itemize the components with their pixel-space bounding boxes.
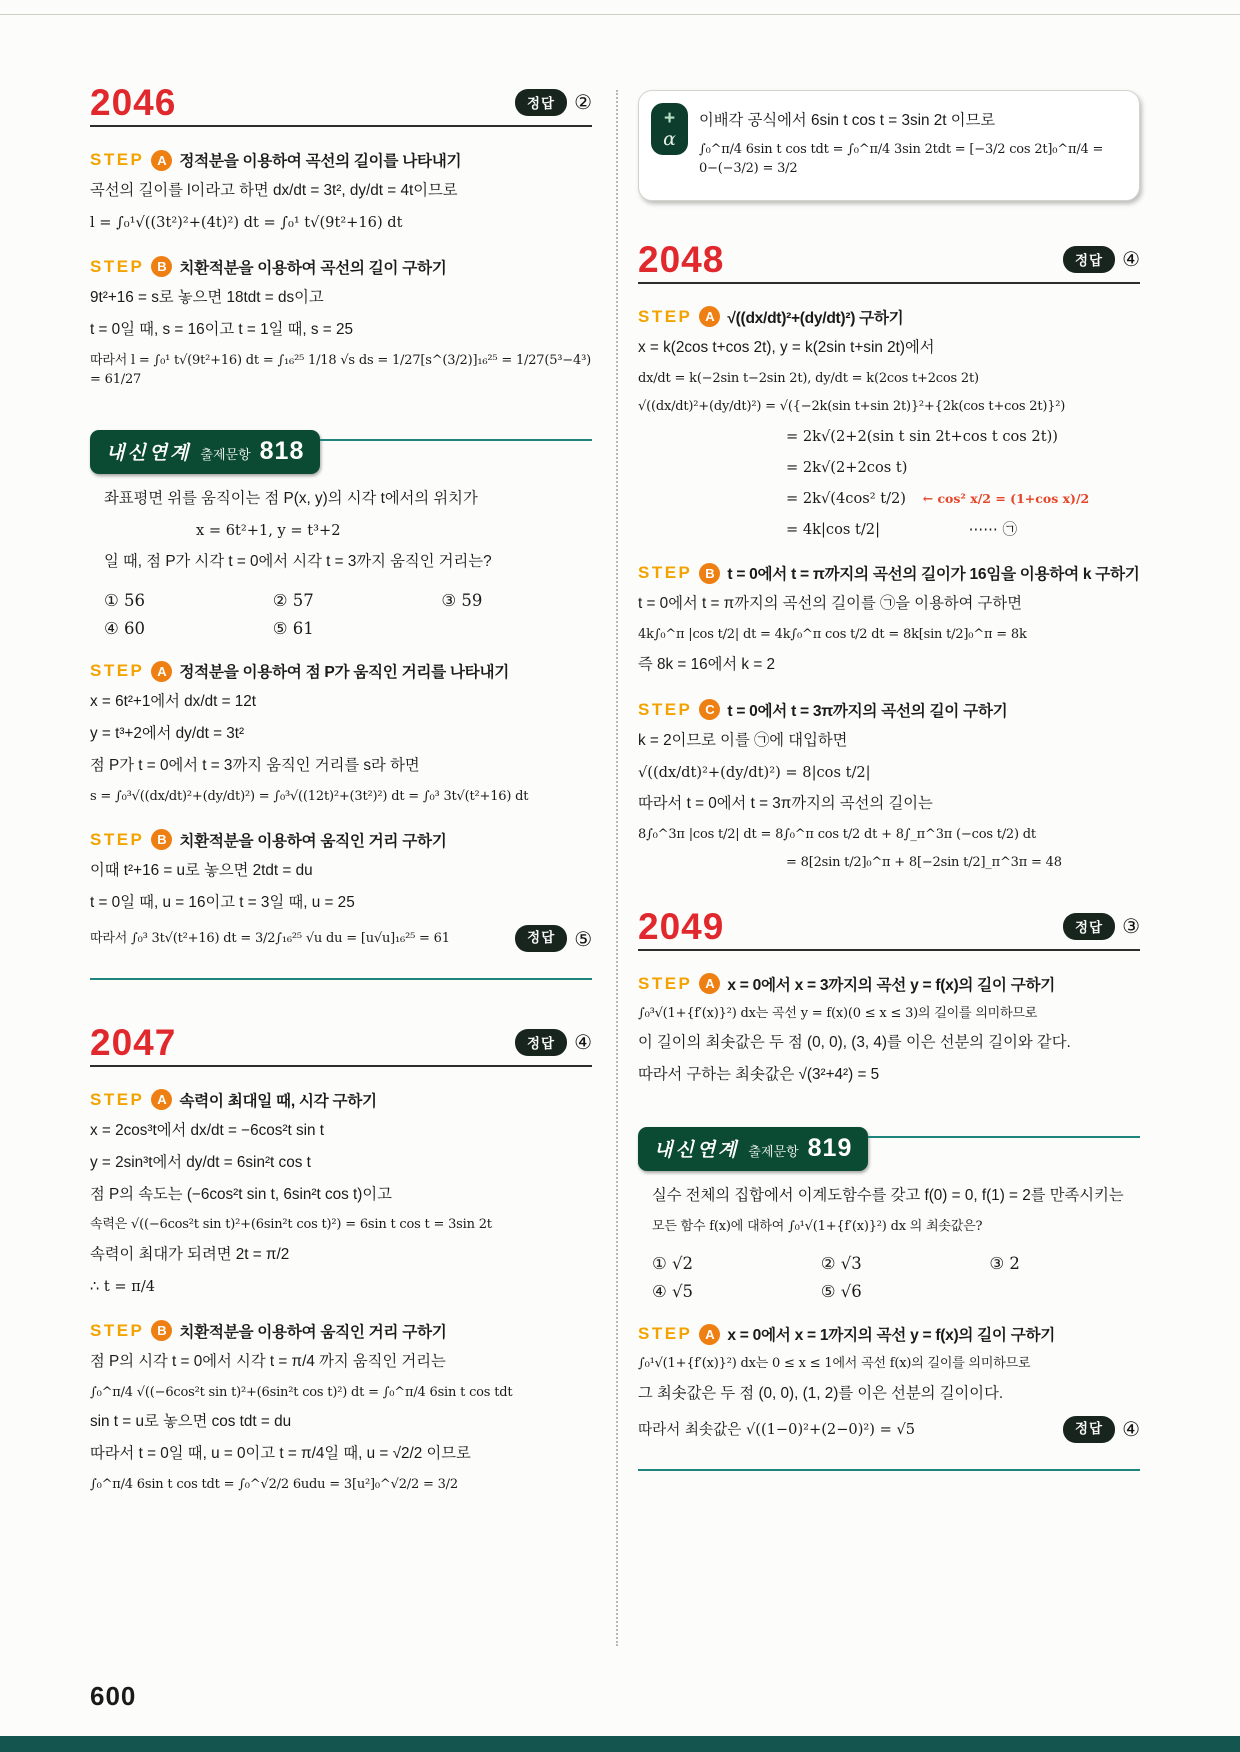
- solution-line: ∫₀³√(1+{f′(x)}²) dx는 곡선 y = f(x)(0 ≤ x ≤ 3)의 길이를 의미하므로: [638, 1005, 1038, 1021]
- margin-note: ← cos² x/2 = (1+cos x)/2: [922, 490, 1090, 506]
- step-heading: [90, 1089, 592, 1111]
- solution-line: t = 0일 때, s = 16이고 t = 1일 때, s = 25: [90, 320, 353, 338]
- step-heading: [638, 699, 1140, 721]
- step-letter-icon: A: [699, 1324, 720, 1345]
- answer-pill: 정답: [515, 1029, 567, 1056]
- badge-sub-label: 출제문항: [748, 1143, 799, 1159]
- answer-pill: 정답: [1063, 913, 1115, 940]
- answer-badge: [1063, 913, 1140, 940]
- solution-line: x = 6t²+1에서 dx/dt = 12t: [90, 693, 257, 711]
- linked-header-rule: [868, 1136, 1140, 1138]
- choice-option: ② 57: [272, 591, 314, 611]
- problem-statement-line: 실수 전체의 집합에서 이계도함수를 갖고 f(0) = 0, f(1) = 2를 만족시키는: [652, 1186, 1124, 1204]
- choice-list: [104, 591, 592, 638]
- step-title: t = 0에서 t = π까지의 곡선의 길이가 16임을 이용하여 k 구하기: [727, 566, 1140, 584]
- page-edge: [0, 14, 1240, 15]
- step-word: STEP: [638, 1324, 693, 1344]
- choice-option: ④ √5: [652, 1282, 694, 1302]
- equation-reference: ⋯⋯ ㉠: [968, 520, 1018, 538]
- section-divider: [638, 1469, 1140, 1471]
- choice-option: ③ 59: [441, 591, 483, 611]
- page-columns: [90, 84, 1140, 1646]
- solution-line: 그 최솟값은 두 점 (0, 0), (1, 2)를 이은 선분의 길이이다.: [638, 1384, 1004, 1402]
- choice-option: ④ 60: [104, 619, 146, 639]
- step-heading: [90, 660, 592, 682]
- solution-line: t = 0에서 t = π까지의 곡선의 길이를 ㉠을 이용하여 구하면: [638, 595, 1022, 613]
- problem-2048-header: [638, 238, 1140, 280]
- header-rule: [638, 282, 1140, 284]
- solution-line: 따라서 l = ∫₀¹ t√(9t²+16) dt = ∫₁₆²⁵ 1/18 √s ds = 1/27[s^(3/2)]₁₆²⁵ = 1/27(5³−4³) = 61/27: [90, 352, 591, 388]
- step-word: STEP: [90, 1089, 145, 1109]
- solution-line: k = 2이므로 이를 ㉠에 대입하면: [638, 731, 848, 749]
- step-title: 치환적분을 이용하여 움직인 거리 구하기: [179, 832, 447, 850]
- solution-text: = 2k√(4cos² t/2): [786, 489, 906, 507]
- problem-number: 2046: [90, 82, 177, 123]
- step-word: STEP: [90, 1320, 145, 1340]
- spacer: [90, 980, 592, 1024]
- solution-line: y = 2sin³t에서 dy/dt = 6sin²t cos t: [90, 1153, 311, 1171]
- header-rule: [90, 125, 592, 127]
- problem-statement-line: x = 6t²+1, y = t³+2: [196, 521, 341, 539]
- solution-line: 곡선의 길이를 l이라고 하면 dx/dt = 3t², dy/dt = 4t이므로: [90, 182, 458, 199]
- plus-alpha-icon: [651, 103, 688, 155]
- solution-line: = 2k√(2+2(sin t sin 2t+cos t cos 2t)): [786, 427, 1058, 445]
- problem-2046: [90, 84, 592, 390]
- step-letter-icon: C: [699, 699, 720, 720]
- answer-number: ④: [1122, 248, 1140, 271]
- solution-text: 따라서 ∫₀³ 3t√(t²+16) dt = 3/2∫₁₆²⁵ √u du = [u√u]₁₆²⁵ = 61: [90, 930, 450, 946]
- answer-badge: [1063, 1415, 1140, 1445]
- solution-line: t = 0일 때, u = 16이고 t = 3일 때, u = 25: [90, 893, 355, 911]
- step-word: STEP: [638, 973, 693, 993]
- header-rule: [90, 1065, 592, 1067]
- step-word: STEP: [90, 829, 145, 849]
- linked-problem-header: [90, 430, 592, 474]
- linked-problem-number: 819: [807, 1133, 853, 1162]
- choice-option: ③ 2: [989, 1254, 1020, 1274]
- solution-line: = 8[2sin t/2]₀^π + 8[−2sin t/2]_π^3π = 48: [786, 855, 1062, 871]
- badge-sub-label: 출제문항: [200, 446, 251, 462]
- linked-problem-818: [90, 430, 592, 980]
- step-title: 속력이 최대일 때, 시각 구하기: [179, 1092, 377, 1110]
- answer-number: ②: [574, 92, 592, 114]
- bottom-band: [0, 1736, 1240, 1752]
- solution-line: ∫₀^π/4 √((−6cos²t sin t)²+(6sin²t cos t)²) dt = ∫₀^π/4 6sin t cos tdt: [90, 1384, 513, 1400]
- solution-line: √((dx/dt)²+(dy/dt)²) = √({−2k(sin t+sin 2t)}²+{2k(cos t+cos 2t)}²): [638, 399, 1066, 415]
- answer-pill: 정답: [515, 89, 567, 116]
- solution-line: √((dx/dt)²+(dy/dt)²) = 8|cos t/2|: [638, 763, 871, 781]
- spacer: [638, 882, 1140, 908]
- solution-text: 따라서 최솟값은 √((1−0)²+(2−0)²) = √5: [638, 1420, 916, 1438]
- linked-problem-819: [638, 1127, 1140, 1471]
- problem-2048: [638, 238, 1140, 873]
- solution-line: s = ∫₀³√((dx/dt)²+(dy/dt)²) = ∫₀³√((12t)²+(3t²)²) dt = ∫₀³ 3t√(t²+16) dt: [90, 789, 529, 805]
- step-heading: [638, 973, 1140, 995]
- problem-statement-line: 좌표평면 위를 움직이는 점 P(x, y)의 시각 t에서의 위치가: [104, 489, 478, 507]
- solution-line: [638, 488, 1140, 510]
- step-title: x = 0에서 x = 3까지의 곡선 y = f(x)의 길이 구하기: [727, 976, 1056, 994]
- answer-badge: [515, 1029, 592, 1056]
- solution-line: 따라서 t = 0에서 t = 3π까지의 곡선의 길이는: [638, 794, 933, 812]
- solution-line: 이때 t²+16 = u로 놓으면 2tdt = du: [90, 861, 313, 879]
- solution-line: 9t²+16 = s로 놓으면 18tdt = ds이고: [90, 288, 324, 306]
- left-column: [90, 84, 592, 1646]
- problem-number: 2048: [638, 238, 725, 280]
- solution-line: l = ∫₀¹√((3t²)²+(4t)²) dt = ∫₀¹ t√(9t²+16) dt: [90, 213, 403, 231]
- step-heading: [638, 1323, 1140, 1345]
- plus-alpha-note: [638, 90, 1140, 201]
- solution-line: 점 P가 t = 0에서 t = 3까지 움직인 거리를 s라 하면: [90, 757, 420, 775]
- step-letter-icon: B: [151, 256, 172, 277]
- linked-problem-number: 818: [259, 436, 305, 465]
- step-word: STEP: [638, 306, 693, 326]
- choice-option: ⑤ 61: [272, 619, 314, 639]
- solution-line: 따라서 t = 0일 때, u = 0이고 t = π/4일 때, u = √2/2 이므로: [90, 1445, 471, 1463]
- choice-option: ① 56: [104, 591, 146, 611]
- choice-option: ① √2: [652, 1254, 694, 1274]
- step-letter-icon: A: [699, 306, 720, 327]
- header-rule: [638, 949, 1140, 951]
- step-word: STEP: [90, 256, 145, 276]
- problem-2046-header: [90, 84, 592, 121]
- plus-glyph: +: [663, 108, 676, 129]
- step-heading: [90, 1320, 592, 1342]
- step-heading: [90, 256, 592, 278]
- step-letter-icon: A: [699, 973, 720, 994]
- problem-statement-line: 모든 함수 f(x)에 대하여 ∫₀¹√(1+{f′(x)}²) dx 의 최솟값은?: [652, 1218, 983, 1234]
- step-letter-icon: B: [699, 563, 720, 584]
- solution-line: [638, 519, 1140, 541]
- solution-line: 점 P의 시각 t = 0에서 시각 t = π/4 까지 움직인 거리는: [90, 1352, 446, 1370]
- step-title: 치환적분을 이용하여 곡선의 길이 구하기: [179, 259, 447, 277]
- answer-badge: [515, 924, 592, 954]
- solution-line: 점 P의 속도는 (−6cos²t sin t, 6sin²t cos t)이고: [90, 1185, 392, 1203]
- alpha-glyph: α: [663, 128, 676, 150]
- answer-number: ③: [1122, 915, 1140, 938]
- linked-header-rule: [320, 439, 592, 441]
- step-heading: [90, 149, 592, 171]
- badge-main-label: 내신연계: [654, 1139, 740, 1161]
- solution-line: ∴ t = π/4: [90, 1277, 156, 1295]
- step-heading: [638, 562, 1140, 584]
- solution-line: ∫₀¹√(1+{f′(x)}²) dx는 0 ≤ x ≤ 1에서 곡선 f(x)의 길이를 의미하므로: [638, 1356, 1031, 1372]
- choice-option: ② √3: [820, 1254, 862, 1274]
- answer-number: ⑤: [574, 926, 592, 951]
- answer-badge: [515, 89, 592, 116]
- note-line: 이배각 공식에서 6sin t cos t = 3sin 2t 이므로: [699, 112, 996, 129]
- solution-line: 즉 8k = 16에서 k = 2: [638, 655, 776, 673]
- note-line: ∫₀^π/4 6sin t cos tdt = ∫₀^π/4 3sin 2tdt = [−3/2 cos 2t]₀^π/4 = 0−(−3/2) = 3/2: [699, 141, 1104, 177]
- solution-line: dx/dt = k(−2sin t−2sin 2t), dy/dt = k(2cos t+2cos 2t): [638, 370, 979, 386]
- solution-line: 4k∫₀^π |cos t/2| dt = 4k∫₀^π cos t/2 dt = 8k[sin t/2]₀^π = 8k: [638, 627, 1027, 643]
- answer-number: ④: [574, 1031, 592, 1054]
- solution-line: 따라서 구하는 최솟값은 √(3²+4²) = 5: [638, 1066, 880, 1084]
- answer-number: ④: [1122, 1418, 1140, 1441]
- step-heading: [638, 306, 1140, 328]
- problem-number: 2049: [638, 905, 725, 947]
- solution-line: [90, 924, 592, 954]
- page-number: 600: [90, 1681, 137, 1711]
- solution-line: [638, 1415, 1140, 1445]
- problem-statement-line: 일 때, 점 P가 시각 t = 0에서 시각 t = 3까지 움직인 거리는?: [104, 552, 492, 570]
- problem-2049: [638, 905, 1140, 1087]
- badge-main-label: 내신연계: [106, 442, 192, 464]
- answer-pill: 정답: [1063, 1416, 1115, 1443]
- choice-option: ⑤ √6: [820, 1282, 862, 1302]
- answer-pill: 정답: [1063, 246, 1115, 273]
- solution-line: ∫₀^π/4 6sin t cos tdt = ∫₀^√2/2 6udu = 3[u²]₀^√2/2 = 3/2: [90, 1477, 458, 1493]
- step-title: √((dx/dt)²+(dy/dt)²) 구하기: [727, 309, 904, 327]
- solution-text: = 4k|cos t/2|: [786, 520, 880, 538]
- step-title: t = 0에서 t = 3π까지의 곡선의 길이 구하기: [727, 702, 1008, 720]
- linked-problem-badge: [90, 430, 320, 474]
- step-word: STEP: [90, 150, 145, 169]
- solution-line: y = t³+2에서 dy/dt = 3t²: [90, 725, 245, 743]
- step-word: STEP: [638, 699, 693, 719]
- step-heading: [90, 829, 592, 851]
- step-letter-icon: A: [151, 150, 172, 171]
- step-word: STEP: [638, 563, 693, 583]
- step-letter-icon: A: [151, 1089, 172, 1110]
- step-title: 치환적분을 이용하여 움직인 거리 구하기: [179, 1323, 447, 1341]
- column-divider: [616, 90, 618, 1646]
- step-letter-icon: B: [151, 829, 172, 850]
- solution-line: sin t = u로 놓으면 cos tdt = du: [90, 1413, 292, 1431]
- choice-list: [652, 1254, 1140, 1301]
- solution-line: = 2k√(2+2cos t): [786, 458, 908, 476]
- problem-2047: [90, 1021, 592, 1495]
- solution-line: 8∫₀^3π |cos t/2| dt = 8∫₀^π cos t/2 dt + 8∫_π^3π (−cos t/2) dt: [638, 826, 1036, 842]
- step-word: STEP: [90, 661, 145, 681]
- solution-line: 속력은 √((−6cos²t sin t)²+(6sin²t cos t)²) = 6sin t cos t = 3sin 2t: [90, 1217, 492, 1233]
- linked-problem-body: [638, 1185, 1140, 1301]
- right-column: [638, 84, 1140, 1646]
- problem-number: 2047: [90, 1021, 177, 1063]
- linked-problem-body: [90, 488, 592, 639]
- problem-2047-header: [90, 1021, 592, 1063]
- linked-problem-badge: [638, 1127, 868, 1171]
- step-title: 정적분을 이용하여 곡선의 길이를 나타내기: [179, 153, 462, 170]
- solution-line: 이 길이의 최솟값은 두 점 (0, 0), (3, 4)를 이은 선분의 길이와 같다.: [638, 1034, 1071, 1052]
- linked-problem-header: [638, 1127, 1140, 1171]
- answer-badge: [1063, 246, 1140, 273]
- step-letter-icon: A: [151, 661, 172, 682]
- problem-2049-header: [638, 905, 1140, 947]
- solution-line: x = 2cos³t에서 dx/dt = −6cos²t sin t: [90, 1121, 325, 1139]
- step-title: 정적분을 이용하여 점 P가 움직인 거리를 나타내기: [179, 664, 509, 682]
- solution-line: x = k(2cos t+cos 2t), y = k(2sin t+sin 2t)에서: [638, 338, 935, 356]
- answer-pill: 정답: [515, 925, 567, 952]
- step-title: x = 0에서 x = 1까지의 곡선 y = f(x)의 길이 구하기: [727, 1327, 1056, 1345]
- solution-line: 속력이 최대가 되려면 2t = π/2: [90, 1245, 290, 1263]
- step-letter-icon: B: [151, 1320, 172, 1341]
